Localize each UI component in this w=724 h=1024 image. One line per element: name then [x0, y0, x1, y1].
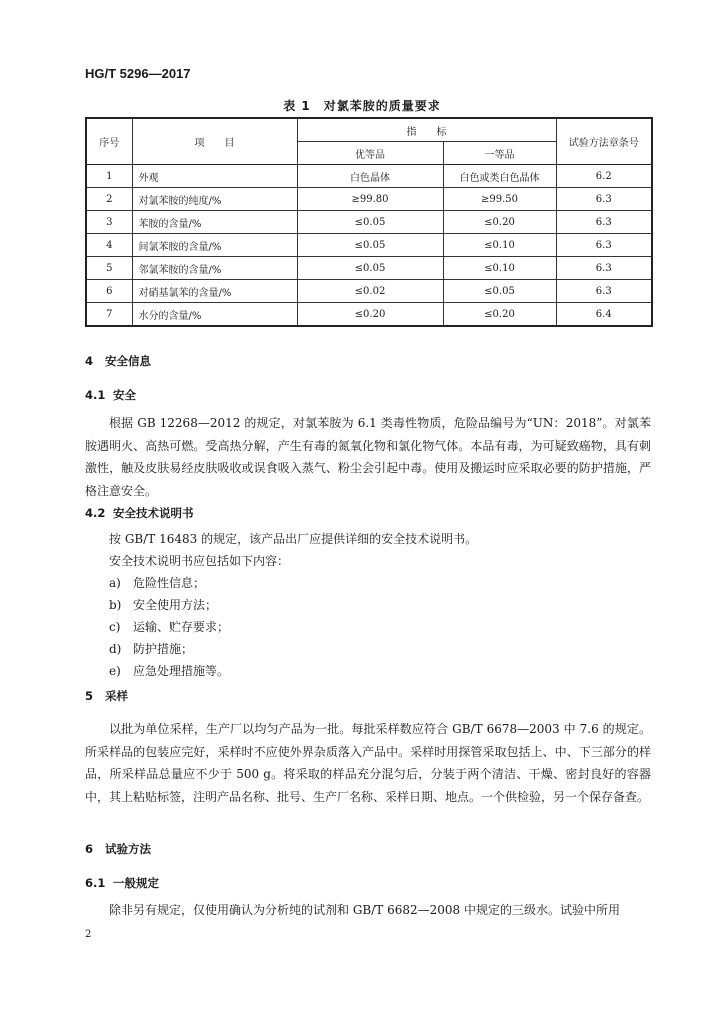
section-4-1-heading: 4.1 安全	[85, 388, 136, 402]
list-item-label: b)	[109, 598, 122, 612]
cell-item: 外观	[132, 165, 297, 188]
cell-seq: 4	[86, 234, 132, 257]
standard-code: HG/T 5296—2017	[85, 66, 191, 81]
cell-superior: ≤0.05	[297, 211, 443, 234]
cell-seq: 1	[86, 165, 132, 188]
list-item-label: e)	[109, 664, 121, 678]
header-item: 项 目	[132, 118, 297, 165]
list-item	[109, 594, 217, 616]
cell-seq: 2	[86, 188, 132, 211]
cell-first: ≤0.10	[443, 257, 556, 280]
cell-seq: 6	[86, 280, 132, 303]
cell-superior: ≤0.05	[297, 257, 443, 280]
cell-method: 6.3	[556, 257, 652, 280]
cell-method: 6.3	[556, 280, 652, 303]
cell-item: 邻氯苯胺的含量/%	[132, 257, 297, 280]
cell-superior: ≤0.05	[297, 234, 443, 257]
section-4-2-line1: 按 GB/T 16483 的规定，该产品出厂应提供详细的安全技术说明书。	[109, 532, 478, 546]
cell-superior: ≤0.02	[297, 280, 443, 303]
list-item	[109, 638, 193, 660]
cell-item: 水分的含量/%	[132, 303, 297, 327]
list-item-label: d)	[109, 642, 122, 656]
cell-superior: ≥99.80	[297, 188, 443, 211]
cell-seq: 3	[86, 211, 132, 234]
quality-requirements-table	[85, 117, 653, 327]
cell-seq: 7	[86, 303, 132, 327]
list-item	[109, 616, 229, 638]
cell-superior: 白色晶体	[297, 165, 443, 188]
list-item-text: 防护措施；	[133, 642, 194, 656]
cell-item: 对氯苯胺的纯度/%	[132, 188, 297, 211]
cell-superior: ≤0.20	[297, 303, 443, 327]
section-6-1-heading: 6.1 一般规定	[85, 876, 159, 890]
header-index: 指 标	[297, 118, 556, 142]
cell-first: ≤0.05	[443, 280, 556, 303]
cell-method: 6.4	[556, 303, 652, 327]
cell-item: 对硝基氯苯的含量/%	[132, 280, 297, 303]
cell-method: 6.3	[556, 211, 652, 234]
list-item-text: 危险性信息；	[133, 576, 206, 590]
table-row	[86, 257, 652, 280]
list-item-text: 应急处理措施等。	[133, 664, 230, 678]
section-4-1-text: 根据 GB 12268—2012 的规定，对氯苯胺为 6.1 类毒性物质，危险品编号为“UN：2018”。对氯苯胺遇明火、高热可燃。受高热分解，产生有毒的氮氧化物和氯化物气体。本品有毒，为可疑致癌物，具有刺激性，触及皮肤易经皮肤吸收或误食吸入蒸气、粉尘会引起中毒。使用及搬运时应采取必要的防护措施，严格注意安全。	[85, 416, 651, 498]
table-row	[86, 280, 652, 303]
section-4-heading: 4 安全信息	[85, 354, 151, 368]
table-row	[86, 303, 652, 327]
list-item-text: 运输、贮存要求；	[133, 620, 230, 634]
list-item	[109, 660, 229, 682]
table-row	[86, 188, 652, 211]
cell-method: 6.2	[556, 165, 652, 188]
section-5-text: 以批为单位采样，生产厂以均匀产品为一批。每批采样数应符合 GB/T 6678—2003 中 7.6 的规定。所采样品的包装应完好，采样时不应使外界杂质落入产品中。采样时用探管采取包括上、中、下三部分的样品，所采样品总量应不少于 500 g。将采取的样品充分混匀后，分装于两个清洁、干燥、密封良好的容器中，其上粘贴标签，注明产品名称、批号、生产厂名称、采样日期、地点。一个供检验，另一个保存备查。	[85, 722, 651, 804]
cell-seq: 5	[86, 257, 132, 280]
list-item-label: a)	[109, 576, 121, 590]
section-4-2-line2: 安全技术说明书应包括如下内容：	[109, 554, 290, 568]
cell-item: 苯胺的含量/%	[132, 211, 297, 234]
cell-first: 白色或类白色晶体	[443, 165, 556, 188]
header-superior: 优等品	[297, 142, 443, 165]
cell-method: 6.3	[556, 188, 652, 211]
header-method: 试验方法章条号	[556, 118, 652, 165]
cell-first: ≤0.10	[443, 234, 556, 257]
table-row	[86, 234, 652, 257]
cell-first: ≤0.20	[443, 303, 556, 327]
cell-item: 间氯苯胺的含量/%	[132, 234, 297, 257]
cell-first: ≥99.50	[443, 188, 556, 211]
section-6-heading: 6 试验方法	[85, 842, 151, 856]
list-item	[109, 572, 205, 594]
cell-first: ≤0.20	[443, 211, 556, 234]
list-item-text: 安全使用方法；	[133, 598, 218, 612]
table-row	[86, 211, 652, 234]
header-seq: 序号	[86, 118, 132, 165]
table-title: 表 1 对氯苯胺的质量要求	[283, 99, 441, 113]
section-6-1-text: 除非另有规定，仅使用确认为分析纯的试剂和 GB/T 6682—2008 中规定的三级水。试验中所用	[109, 903, 620, 917]
section-5-heading: 5 采样	[85, 689, 128, 703]
cell-method: 6.3	[556, 234, 652, 257]
section-4-2-heading: 4.2 安全技术说明书	[85, 506, 194, 520]
header-first: 一等品	[443, 142, 556, 165]
table-row	[86, 165, 652, 188]
list-item-label: c)	[109, 620, 121, 634]
page-number: 2	[85, 929, 92, 940]
